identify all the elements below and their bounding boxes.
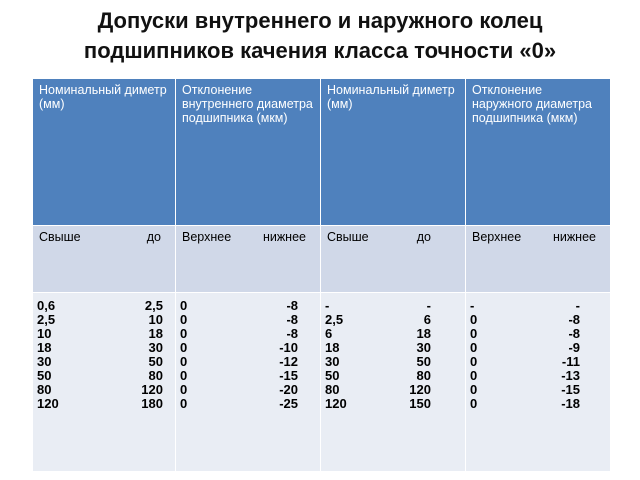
value-left: 50	[325, 368, 340, 383]
value-left: 0	[180, 354, 188, 369]
table-row	[470, 355, 604, 369]
table-row	[470, 369, 604, 383]
table-row	[180, 299, 314, 313]
header-inner-deviation: Отклонение внутреннего диаметра подшипника (мкм)	[176, 79, 321, 226]
value-right: 30	[148, 340, 163, 355]
subheader-to: до	[146, 230, 161, 244]
header-row	[33, 79, 611, 226]
table-row	[325, 397, 459, 411]
value-right: 18	[148, 326, 163, 341]
subheader-lower: нижнее	[552, 230, 596, 244]
value-right: -15	[561, 382, 580, 397]
table-row	[325, 313, 459, 327]
table-row	[180, 369, 314, 383]
subheader-row	[33, 226, 611, 293]
value-left: 50	[37, 368, 52, 383]
subheader-over: Свыше	[327, 230, 369, 244]
tolerance-table	[32, 78, 611, 472]
value-left: 0	[470, 382, 478, 397]
value-left: 6	[325, 326, 333, 341]
subheader-to: до	[416, 230, 431, 244]
subheader-col2	[176, 226, 321, 293]
header-nominal-diameter-inner: Номинальный диметр (мм)	[33, 79, 176, 226]
subheader-col4	[466, 226, 611, 293]
value-right: 80	[416, 368, 431, 383]
outer-diameter-cell	[321, 293, 466, 472]
table-row	[37, 369, 169, 383]
value-right: 10	[148, 312, 163, 327]
table-row	[37, 299, 169, 313]
value-left: 0	[180, 340, 188, 355]
table-row	[470, 299, 604, 313]
value-left: 0,6	[37, 298, 56, 313]
subheader-over: Свыше	[39, 230, 81, 244]
table-row	[180, 397, 314, 411]
value-left: 0	[180, 312, 188, 327]
value-left: 0	[470, 354, 478, 369]
subheader-lower: нижнее	[262, 230, 306, 244]
subheader-upper: Верхнее	[182, 230, 232, 244]
value-right: 120	[141, 382, 163, 397]
value-left: 80	[325, 382, 340, 397]
outer-deviation-cell	[466, 293, 611, 472]
table-row	[325, 369, 459, 383]
value-left: 0	[470, 396, 478, 411]
value-left: 120	[325, 396, 347, 411]
table-row	[180, 383, 314, 397]
value-left: -	[325, 298, 330, 313]
table-row	[180, 313, 314, 327]
title-line-1: Допуски внутреннего и наружного колец	[97, 8, 543, 33]
value-right: -8	[568, 326, 580, 341]
value-right: 30	[416, 340, 431, 355]
value-right: 180	[141, 396, 163, 411]
value-right: 18	[416, 326, 431, 341]
value-right: -8	[286, 312, 298, 327]
value-left: 10	[37, 326, 52, 341]
value-left: 2,5	[37, 312, 56, 327]
value-left: 0	[180, 326, 188, 341]
value-right: -20	[279, 382, 298, 397]
value-right: -25	[279, 396, 298, 411]
value-left: 120	[37, 396, 59, 411]
table-row	[37, 313, 169, 327]
value-right: -9	[568, 340, 580, 355]
value-left: 0	[470, 312, 478, 327]
table-row	[180, 327, 314, 341]
inner-deviation-cell	[176, 293, 321, 472]
value-left: 18	[37, 340, 52, 355]
value-left: 0	[470, 368, 478, 383]
value-left: 0	[470, 326, 478, 341]
value-right: -11	[561, 354, 580, 369]
table-row	[325, 299, 459, 313]
subheader-col3	[321, 226, 466, 293]
table-row	[325, 355, 459, 369]
title-line-2: подшипников качения класса точности «0»	[83, 38, 557, 63]
subheader-upper: Верхнее	[472, 230, 522, 244]
table-row	[180, 355, 314, 369]
value-right: 6	[423, 312, 431, 327]
value-left: 0	[180, 382, 188, 397]
page-title	[0, 6, 640, 66]
inner-diameter-cell	[33, 293, 176, 472]
value-left: 18	[325, 340, 340, 355]
table-row	[470, 383, 604, 397]
value-right: 50	[148, 354, 163, 369]
value-left: -	[470, 298, 475, 313]
table-row	[37, 341, 169, 355]
value-right: -12	[279, 354, 298, 369]
value-right: -15	[279, 368, 298, 383]
value-right: -10	[279, 340, 298, 355]
table-row	[180, 341, 314, 355]
table-row	[37, 383, 169, 397]
table-row	[325, 327, 459, 341]
table-row	[470, 313, 604, 327]
value-right: -8	[568, 312, 580, 327]
value-left: 2,5	[325, 312, 344, 327]
value-right: 150	[409, 396, 431, 411]
subheader-col1	[33, 226, 176, 293]
value-right: 50	[416, 354, 431, 369]
value-left: 0	[180, 368, 188, 383]
value-right: -	[426, 298, 431, 313]
value-right: 2,5	[144, 298, 163, 313]
value-right: -18	[561, 396, 580, 411]
value-right: 80	[148, 368, 163, 383]
table-row	[470, 341, 604, 355]
header-nominal-diameter-outer: Номинальный диметр (мм)	[321, 79, 466, 226]
value-right: 120	[409, 382, 431, 397]
data-row	[33, 293, 611, 472]
value-right: -8	[286, 326, 298, 341]
value-left: 0	[180, 298, 188, 313]
value-left: 30	[325, 354, 340, 369]
header-outer-deviation: Отклонение наружного диаметра подшипника (мкм)	[466, 79, 611, 226]
value-left: 30	[37, 354, 52, 369]
value-left: 0	[180, 396, 188, 411]
value-right: -	[575, 298, 580, 313]
table-row	[37, 327, 169, 341]
table-row	[325, 383, 459, 397]
table-row	[470, 327, 604, 341]
table-row	[470, 397, 604, 411]
value-right: -8	[286, 298, 298, 313]
value-left: 80	[37, 382, 52, 397]
table-row	[37, 355, 169, 369]
value-left: 0	[470, 340, 478, 355]
table-row	[37, 397, 169, 411]
table-row	[325, 341, 459, 355]
value-right: -13	[561, 368, 580, 383]
